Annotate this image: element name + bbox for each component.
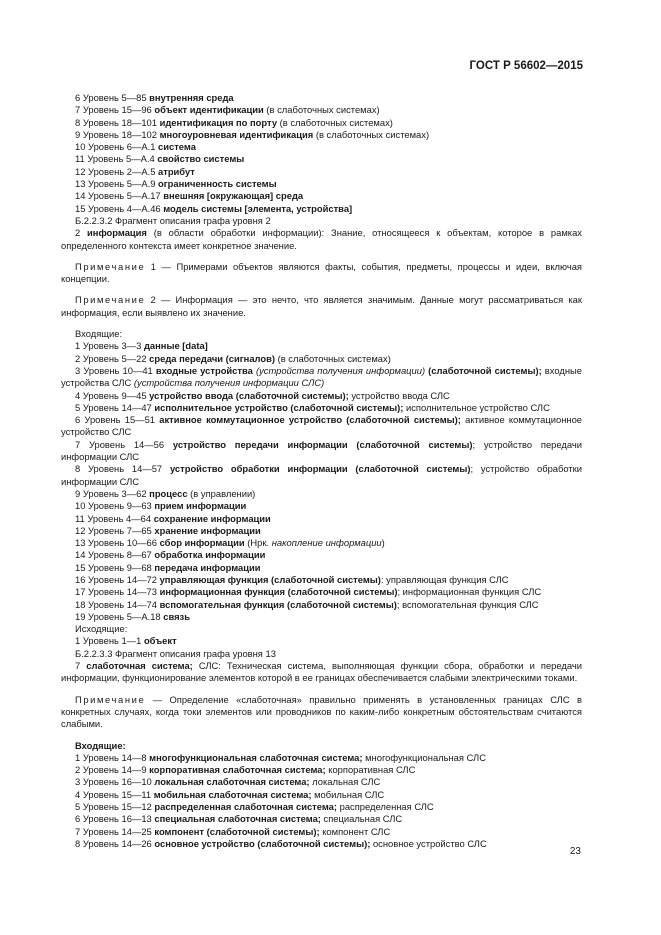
list-item: 12 Уровень 2—A.5 атрибут <box>75 165 195 177</box>
term-list-1 <box>61 92 582 215</box>
definition-information: 2 информация (в области обработки информации): Знание, относящееся к объектам, которое в рамках определенного контекста имеет конкретное значение. <box>61 227 582 251</box>
page-number: 23 <box>569 846 581 857</box>
list-item: 13 Уровень 10—66 сбор информации (Нрк. накопление информации) <box>75 537 385 549</box>
list-item: 11 Уровень 4—64 сохранение информации <box>75 512 271 524</box>
list-item: 13 Уровень 5—A.9 ограниченность системы <box>75 178 277 190</box>
list-item: 6 Уровень 5—85 внутренняя среда <box>75 92 234 103</box>
list-item: 10 Уровень 9—63 прием информации <box>75 500 247 512</box>
note-1: Примечание 1 — Примерами объектов являются факты, события, предметы, процессы и идеи, включая концепции. <box>61 260 582 285</box>
list-item: 9 Уровень 3—62 процесс (в управлении) <box>75 487 256 499</box>
list-item: 7 Уровень 14—56 устройство передачи информации (слаботочной системы); устройство передачи информации СЛС <box>61 438 582 463</box>
list-item: 1 Уровень 3—3 данные [data] <box>75 340 208 352</box>
list-item: 8 Уровень 14—57 устройство обработки информации (слаботочной системы); устройство обработки информации СЛС <box>61 463 583 487</box>
list-item: 8 Уровень 14—26 основное устройство (слаботочной системы); основное устройство СЛС <box>75 837 487 849</box>
list-item: 7 Уровень 15—96 объект идентификации (в слаботочных системах) <box>75 104 380 116</box>
list-item: 4 Уровень 9—45 устройство ввода (слаботочной системы); устройство ввода СЛС <box>75 389 450 401</box>
document-header: ГОСТ Р 56602—2015 <box>469 60 583 72</box>
fragment-title-level-2: Б.2.2.3.2 Фрагмент описания графа уровня 2 <box>75 214 271 226</box>
list-item: 10 Уровень 6—A.1 система <box>75 141 196 153</box>
list-item: 9 Уровень 18—102 многоуровневая идентификация (в слаботочных системах) <box>75 128 430 140</box>
list-item: 12 Уровень 7—65 хранение информации <box>75 524 261 536</box>
incoming-label-2: Входящие: <box>75 739 126 751</box>
list-item: 15 Уровень 4—A.46 модель системы [элемента, устройства] <box>75 202 353 214</box>
list-item: 3 Уровень 10—41 входные устройства (устройства получения информации) (слаботочной системы); входные устройства СЛС (устройства получения информации СЛС) <box>61 364 582 389</box>
list-item: 18 Уровень 14—74 вспомогательная функция (слаботочной системы); вспомогательная функция СЛС <box>75 598 539 610</box>
outgoing-label: Исходящие: <box>75 623 128 635</box>
list-item: 19 Уровень 5—A.18 связь <box>75 610 190 622</box>
list-item: 11 Уровень 5—A.4 свойство системы <box>75 153 245 165</box>
note-3: Примечание — Определение «слаботочная» правильно применять в установленных границах СЛС в конкретных случаях, когда токи элементов или проводников по каким-либо конкретным обстоятельствам считаются слабыми. <box>61 693 582 730</box>
note-2: Примечание 2 — Информация — это нечто, что является значимым. Данные могут рассматриваться как информация, если выявлено их значение. <box>61 294 582 318</box>
list-item: 5 Уровень 14—47 исполнительное устройство (слаботочной системы); исполнительное устройство СЛС <box>75 401 550 413</box>
list-item: 5 Уровень 15—12 распределенная слаботочная система; распределенная СЛС <box>75 801 434 813</box>
list-item: 4 Уровень 15—11 мобильная слаботочная система; мобильная СЛС <box>75 788 385 800</box>
list-item: 6 Уровень 16—13 специальная слаботочная система; специальная СЛС <box>75 813 403 825</box>
list-item: 17 Уровень 14—73 информационная функция (слаботочной системы); информационная функция СЛС <box>75 586 542 598</box>
list-item: 1 Уровень 14—8 многофункциональная слаботочная система; многофункциональная СЛС <box>75 751 486 763</box>
list-item: 6 Уровень 15—51 активное коммутационное устройство (слаботочной системы); активное коммутационное устройство СЛС <box>61 414 582 438</box>
list-item: 2 Уровень 5—22 среда передачи (сигналов) (в слаботочных системах) <box>75 352 391 364</box>
list-item: 14 Уровень 5—A.17 внешняя [окружающая] среда <box>75 190 304 202</box>
incoming-list-2 <box>61 752 582 850</box>
incoming-label: Входящие: <box>75 328 123 340</box>
list-item: 14 Уровень 8—67 обработка информации <box>75 549 266 561</box>
fragment-title-level-13: Б.2.2.3.3 Фрагмент описания графа уровня 13 <box>75 647 276 659</box>
list-item: 1 Уровень 1—1 объект <box>75 635 177 647</box>
definition-low-current-system: 7 слаботочная система; СЛС: Техническая система, выполняющая функции сбора, обработки и передачи информации, функционирование элементов которой в ее границах обеспечивается слабыми электрическими токами. <box>61 660 582 684</box>
list-item: 8 Уровень 18—101 идентификация по порту (в слаботочных системах) <box>75 116 393 128</box>
list-item: 7 Уровень 14—25 компонент (слаботочной системы); компонент СЛС <box>75 825 391 837</box>
incoming-list <box>61 340 582 623</box>
page-content <box>61 92 582 850</box>
list-item: 2 Уровень 14—9 корпоративная слаботочная система; корпоративная СЛС <box>75 764 416 776</box>
list-item: 15 Уровень 9—68 передача информации <box>75 561 261 573</box>
list-item: 16 Уровень 14—72 управляющая функция (слаботочной системы): управляющая функция СЛС <box>75 573 509 585</box>
list-item: 3 Уровень 16—10 локальная слаботочная система; локальная СЛС <box>75 776 381 788</box>
